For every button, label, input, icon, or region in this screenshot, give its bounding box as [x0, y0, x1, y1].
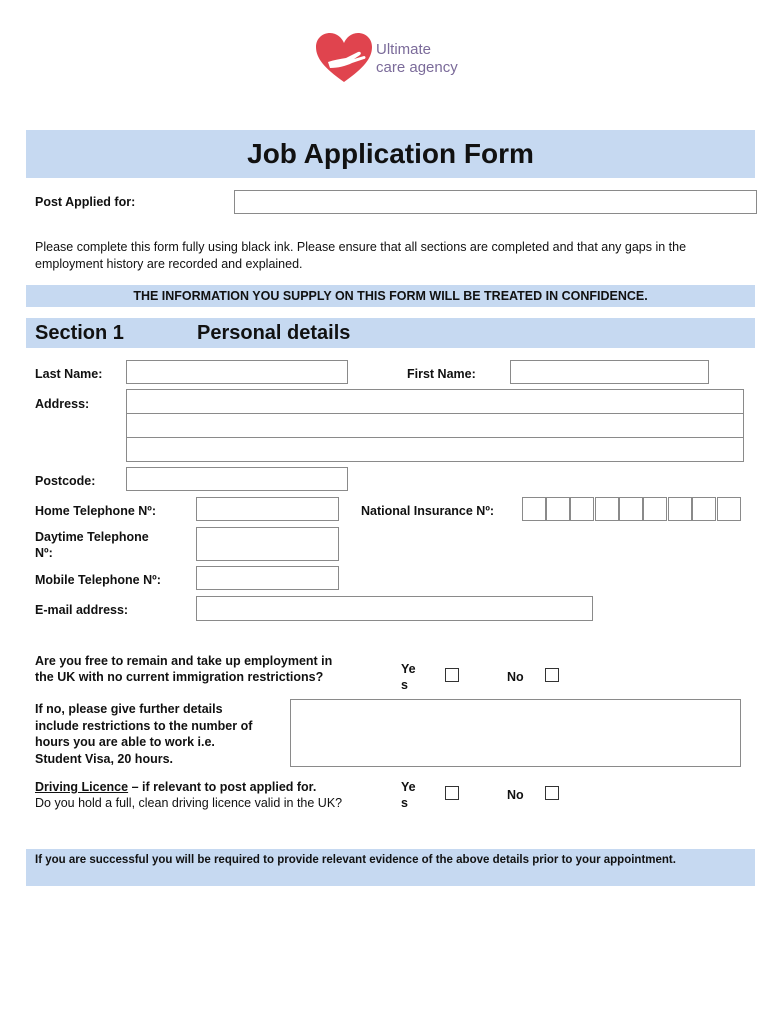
- daytime-telephone-label: Daytime Telephone: [35, 530, 149, 544]
- ni-cell[interactable]: [717, 497, 741, 521]
- employment-no-label: No: [507, 670, 524, 684]
- section-title: Personal details: [197, 322, 351, 344]
- driving-licence-question: Do you hold a full, clean driving licence valid in the UK?: [35, 796, 343, 810]
- national-insurance-input[interactable]: [522, 497, 741, 521]
- driving-yes-checkbox[interactable]: [445, 786, 459, 800]
- driving-licence-suffix: – if relevant to post applied for.: [128, 780, 317, 794]
- section-band: [26, 318, 755, 348]
- address-line-1-input[interactable]: [126, 389, 744, 414]
- mobile-telephone-label: Mobile Telephone Nº:: [35, 573, 161, 587]
- home-telephone-input[interactable]: [196, 497, 339, 521]
- employment-yes-label-line2: s: [401, 678, 408, 692]
- ni-cell[interactable]: [668, 497, 692, 521]
- ni-cell[interactable]: [692, 497, 716, 521]
- ni-cell[interactable]: [570, 497, 594, 521]
- post-applied-label: Post Applied for:: [35, 195, 136, 209]
- last-name-input[interactable]: [126, 360, 348, 384]
- employment-question-line1: Are you free to remain and take up employment in: [35, 654, 333, 668]
- daytime-telephone-input[interactable]: [196, 527, 339, 561]
- email-input[interactable]: [196, 596, 593, 621]
- daytime-telephone-label-line2: Nº:: [35, 546, 53, 560]
- postcode-label: Postcode:: [35, 474, 96, 488]
- logo: [314, 32, 484, 86]
- driving-licence-heading: [35, 779, 316, 795]
- employment-no-checkbox[interactable]: [545, 668, 559, 682]
- confidential-banner: THE INFORMATION YOU SUPPLY ON THIS FORM WILL BE TREATED IN CONFIDENCE.: [133, 289, 648, 303]
- driving-yes-label: Ye: [401, 780, 416, 794]
- employment-question-line2: the UK with no current immigration restrictions?: [35, 670, 324, 684]
- last-name-label: Last Name:: [35, 367, 103, 381]
- driving-no-checkbox[interactable]: [545, 786, 559, 800]
- home-telephone-label: Home Telephone Nº:: [35, 504, 157, 518]
- heart-hand-icon: [314, 32, 374, 84]
- address-line-2-input[interactable]: [126, 413, 744, 438]
- page-title: Job Application Form: [247, 138, 534, 169]
- restrictions-note-line1: If no, please give further details: [35, 702, 223, 716]
- restrictions-details-input[interactable]: [290, 699, 741, 767]
- first-name-input[interactable]: [510, 360, 709, 384]
- employment-yes-label: Ye: [401, 662, 416, 676]
- logo-text-line1: Ultimate: [376, 41, 432, 58]
- driving-yes-label-line2: s: [401, 796, 408, 810]
- address-line-3-input[interactable]: [126, 437, 744, 462]
- first-name-label: First Name:: [407, 367, 476, 381]
- address-label: Address:: [35, 397, 90, 411]
- ni-cell[interactable]: [546, 497, 570, 521]
- logo-text-line2: care agency: [376, 59, 458, 76]
- restrictions-note-line4: Student Visa, 20 hours.: [35, 752, 174, 766]
- postcode-input[interactable]: [126, 467, 348, 491]
- intro-text: Please complete this form fully using black ink. Please ensure that all sections are completed and that any gaps in the employment history are recorded and explained.: [35, 240, 687, 271]
- national-insurance-label: National Insurance Nº:: [361, 504, 495, 518]
- ni-cell[interactable]: [619, 497, 643, 521]
- post-applied-input[interactable]: [234, 190, 757, 214]
- email-label: E-mail address:: [35, 603, 129, 617]
- ni-cell[interactable]: [643, 497, 667, 521]
- driving-licence-label: Driving Licence: [35, 780, 129, 794]
- ni-cell[interactable]: [522, 497, 546, 521]
- restrictions-note-line2: include restrictions to the number of: [35, 719, 253, 733]
- employment-yes-checkbox[interactable]: [445, 668, 459, 682]
- section-number: Section 1: [35, 322, 124, 344]
- ni-cell[interactable]: [595, 497, 619, 521]
- mobile-telephone-input[interactable]: [196, 566, 339, 590]
- footer-note: If you are successful you will be required to provide relevant evidence of the above details prior to your appointment.: [35, 854, 676, 866]
- restrictions-note-line3: hours you are able to work i.e.: [35, 735, 215, 749]
- driving-no-label: No: [507, 788, 524, 802]
